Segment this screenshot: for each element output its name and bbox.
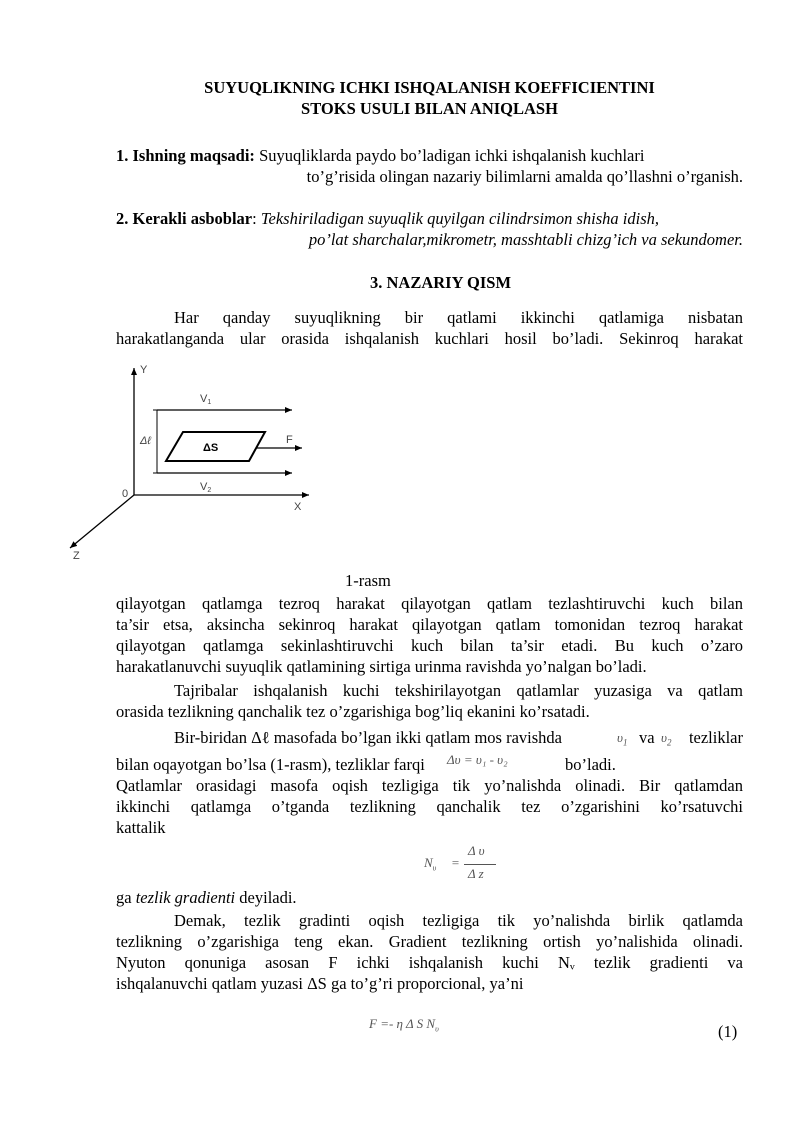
figure-caption: 1-rasm <box>345 571 391 590</box>
para2-line-3: qilayotgan qatlamga sekinlashtiruvchi kuch bilan ta’sir etadi. Bu kuch o’zaro <box>116 636 743 655</box>
dl-label: Δℓ <box>140 435 151 447</box>
para3-line-2: orasida tezlikning qanchalik tez o’zgarishiga bog’liq ekanini ko’rsatadi. <box>116 702 590 721</box>
y-axis-label: Y <box>140 364 148 376</box>
formula-velocity-difference: Δυ = υ₁ - υ₂ <box>447 752 508 767</box>
para2-line-1: qilayotgan qatlamga tezroq harakat qilayotgan qatlam tezlashtiruvchi kuch bilan <box>116 594 743 613</box>
section2-line-1 <box>116 208 743 229</box>
section1-text-2: to’g’risida olingan nazariy bilimlarni amalda qo’llashni o’rganish. <box>306 167 743 186</box>
conjunction-va: va <box>639 728 655 747</box>
section1-text-1: Suyuqliklarda paydo bo’ladigan ichki ishqalanish kuchlari <box>254 146 645 165</box>
para1-line-2: harakatlanganda ular orasida ishqalanish kuchlari hosil bo’ladi. Sekinroq harakat <box>116 329 743 348</box>
section2-colon: : <box>252 209 261 228</box>
x-axis-label: X <box>294 501 302 513</box>
para2-line-4: harakatlanuvchi suyuqlik qatlamining sirtiga urinma ravishda yo’nalgan bo’ladi. <box>116 657 647 676</box>
ds-label: ΔS <box>203 442 219 454</box>
title-line-1: SUYUQLIKNING ICHKI ISHQALANISH KOEFFICIENTINI <box>204 78 655 97</box>
para4-line-1a: Bir-biridan Δℓ masofada bo’lgan ikki qatlam mos ravishda <box>174 728 562 747</box>
para5-line <box>116 887 743 908</box>
para6-line-3: Nyuton qonuniga asosan F ichki ishqalanish kuchi Nᵥ tezlik gradienti va <box>116 953 743 972</box>
para4-line-5: kattalik <box>116 818 166 837</box>
origin-label: 0 <box>122 488 129 500</box>
fraction-bar <box>464 864 496 865</box>
formula-grad-eq: = <box>451 855 460 870</box>
section2-text-1: Tekshiriladigan suyuqlik quyilgan cilindrsimon shisha idish, <box>260 209 660 228</box>
section2-text-2: po’lat sharchalar,mikrometr, masshtabli chizg’ich va sekundomer. <box>308 230 743 249</box>
z-axis-line <box>70 495 134 548</box>
section2-label: 2. Kerakli asboblar <box>116 209 253 228</box>
para4-line-2 <box>116 754 743 775</box>
para5-suffix: deyiladi. <box>235 888 297 907</box>
para3-line-1: Tajribalar ishqalanish kuchi tekshirilayotgan qatlamlar yuzasiga va qatlam <box>174 681 743 700</box>
para4-line-1b: tezliklar <box>688 728 743 747</box>
formula-newton-viscosity: F =- η Δ S $N_\upsilon$ <box>369 1016 439 1034</box>
para4-line-2b: bo’ladi. <box>565 755 616 774</box>
title-line-2: STOKS USULI BILAN ANIQLASH <box>301 99 558 118</box>
para4-line-3: Qatlamlar orasidagi masofa oqish tezligiga tik yo’nalishda olinadi. Bir qatlamdan <box>116 776 743 795</box>
para4-line-1 <box>174 727 743 748</box>
section1-label: 1. Ishning maqsadi: <box>116 146 255 165</box>
formula-velocity-gradient <box>424 843 504 887</box>
z-axis-label: Z <box>73 550 80 562</box>
formula-grad-lhs: $N_\upsilon$ <box>424 855 437 873</box>
v1-label: V1 <box>200 393 212 406</box>
para4-line-4: ikkinchi qatlamga o’tganda tezlikning qanchalik tez o’zgarishini ko’rsatuvchi <box>116 797 743 816</box>
para5-prefix: ga <box>116 888 136 907</box>
para4-line-2a: bilan oqayotgan bo’lsa (1-rasm), tezliklar farqi <box>116 755 425 774</box>
para6-line-4: ishqalanuvchi qatlam yuzasi ΔS ga to’g’ri proporcional, ya’ni <box>116 974 524 993</box>
section3-heading: 3. NAZARIY QISM <box>370 273 512 292</box>
para6-line-1: Demak, tezlik gradinti oqish tezligiga tik yo’nalishda birlik qatlamda <box>174 911 743 930</box>
term-velocity-gradient: tezlik gradienti <box>135 888 236 907</box>
symbol-v1: $\upsilon_1$ <box>617 730 628 748</box>
formula-grad-numerator: Δ υ <box>468 843 485 858</box>
para1-line-1: Har qanday suyuqlikning bir qatlami ikkinchi qatlamiga nisbatan <box>174 308 743 327</box>
v2-label: V2 <box>200 481 212 494</box>
section1-line-1 <box>116 145 743 166</box>
force-label: F <box>286 434 293 446</box>
para6-line-2: tezlikning o’zgarishiga teng ekan. Gradient tezlikning ortish yo’nalishida olinadi. <box>116 932 743 951</box>
para2-line-2: ta’sir etsa, aksincha sekinroq harakat qilayotgan qatlam tomonidan tezroq harakat <box>116 615 743 634</box>
symbol-v2: $\upsilon_2$ <box>661 730 672 748</box>
equation-number: (1) <box>718 1022 738 1041</box>
formula-grad-denominator: Δ z <box>468 866 484 881</box>
figure-layer-velocity-diagram <box>60 358 350 568</box>
